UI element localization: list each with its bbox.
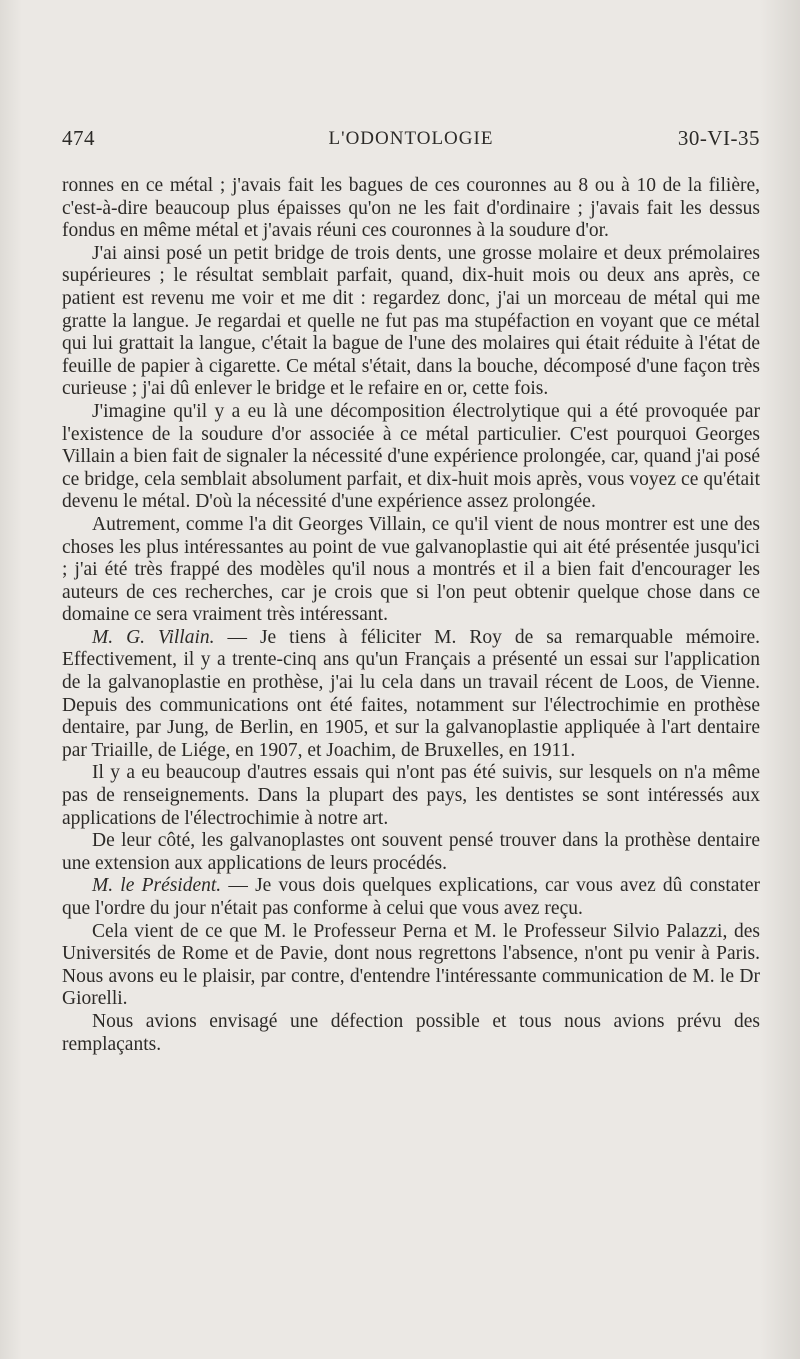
speaker-name: M. le Président. [92, 875, 222, 897]
paragraph-text: ronnes en ce métal ; j'avais fait les bagues de ces couronnes au 8 ou à 10 de la filière, c'est-à-dire beaucoup plus épaisses qu'on ne les fait d'ordinaire ; j'avais fait les dessus fondus en même métal et j'avais réuni ces couronnes à la soudure d'or. [62, 175, 760, 242]
paragraph-text: Il y a eu beaucoup d'autres essais qui n'ont pas été suivis, sur lesquels on n'a même pas de renseignements. Dans la plupart des pays, les dentistes se sont intéressés aux applications de l'électrochimie à notre art. [62, 762, 760, 829]
paragraph [62, 1011, 760, 1056]
page-number: 474 [62, 126, 95, 150]
paragraph [62, 175, 760, 243]
paragraph [62, 921, 760, 1011]
paragraph [62, 875, 760, 920]
paragraph [62, 762, 760, 830]
paragraph-text: Autrement, comme l'a dit Georges Villain, ce qu'il vient de nous montrer est une des choses les plus intéressantes au point de vue galvanoplastie qui ait été présentée jusqu'ici ; j'ai été très frappé des modèles qu'il nous a montrés et il a bien fait d'encourager les auteurs de ces recherches, car je crois que si l'on peut obtenir quelque chose dans ce domaine ce sera vraiment très intéressant. [62, 513, 760, 626]
paragraph-text: — Je tiens à féliciter M. Roy de sa remarquable mémoire. Effectivement, il y a trente-cinq ans qu'un Français a présenté un essai sur l'application de la galvanoplastie en prothèse, j'ai lu cela dans un travail récent de Loos, de Vienne. Depuis des communications ont été faites, notamment sur l'électrochimie en prothèse dentaire, par Jung, de Berlin, en 1905, et sur la galvanoplastie appliquée à l'art dentaire par Triaille, de Liége, en 1907, et Joachim, de Bruxelles, en 1911. [62, 626, 760, 761]
paragraph [62, 514, 760, 627]
paragraph-text: J'imagine qu'il y a eu là une décomposition électrolytique qui a été provoquée par l'existence de la soudure d'or associée à ce métal particulier. C'est pourquoi Georges Villain a bien fait de signaler la nécessité d'une expérience prolongée, car, quand j'ai posé ce bridge, cela semblait absolument parfait, et dix-huit mois après, vous voyez ce qu'était devenu le métal. D'où la nécessité d'une expérience assez prolongée. [62, 400, 760, 513]
issue-date: 30-VI-35 [677, 126, 760, 150]
paragraph [62, 627, 760, 763]
paragraph [62, 243, 760, 401]
paragraph-text: J'ai ainsi posé un petit bridge de trois dents, une grosse molaire et deux prémolaires supérieures ; le résultat semblait parfait, quand, dix-huit mois ou deux ans après, ce patient est revenu me voir et me dit : regardez donc, j'ai un morceau de métal qui me gratte la langue. Je regardai et quelle ne fut pas ma stupéfaction en voyant que ce métal qui lui grattait la langue, c'était la bague de l'une des molaires qui était réduite à l'état de feuille de papier à cigarette. Ce métal s'était, dans la bouche, décomposé d'une façon très curieuse ; j'ai dû enlever le bridge et le refaire en or, cette fois. [62, 242, 760, 400]
paragraph-text: — Je vous dois quelques explications, car vous avez dû constater que l'ordre du jour n'était pas conforme à celui que vous avez reçu. [62, 875, 760, 919]
journal-title: L'ODONTOLOGIE [328, 128, 494, 149]
speaker-name: M. G. Villain. [92, 626, 215, 648]
running-head [62, 126, 760, 156]
paragraph-text: Cela vient de ce que M. le Professeur Perna et M. le Professeur Silvio Palazzi, des Universités de Rome et de Pavie, dont nous regrettons l'absence, n'ont pu venir à Paris. Nous avons eu le plaisir, par contre, d'entendre l'intéressante communication de M. le Dr Giorelli. [62, 920, 760, 1010]
paragraph [62, 830, 760, 875]
paragraph-text: Nous avions envisagé une défection possible et tous nous avions prévu des remplaçants. [62, 1010, 760, 1055]
body-text [62, 175, 760, 1056]
paragraph [62, 401, 760, 514]
paragraph-text: De leur côté, les galvanoplastes ont souvent pensé trouver dans la prothèse dentaire une extension aux applications de leurs procédés. [62, 830, 760, 874]
